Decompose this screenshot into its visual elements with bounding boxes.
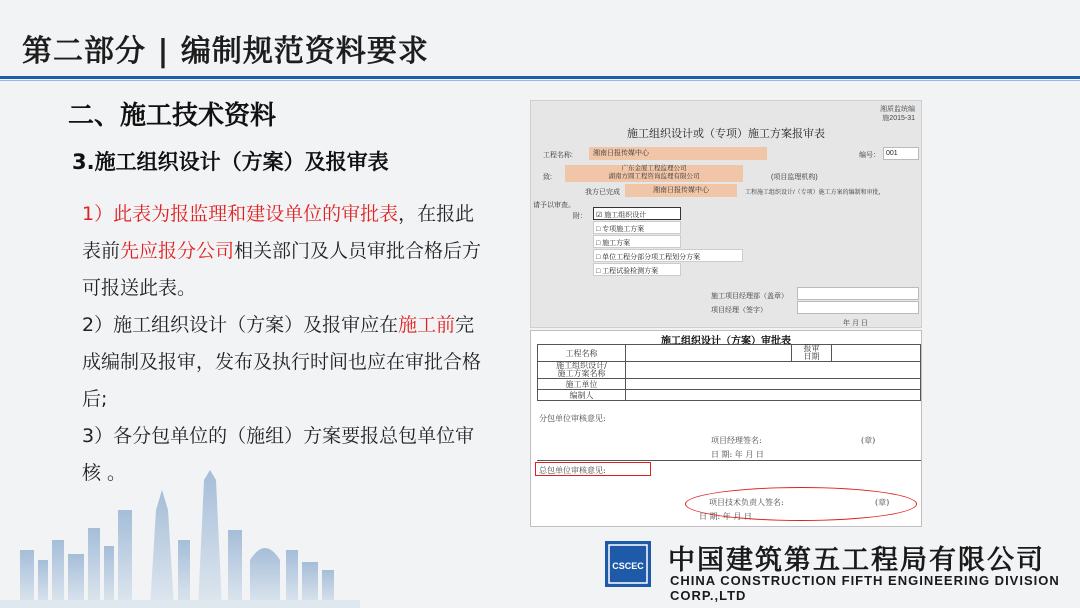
gc-opinion-label: 总包单位审核意见:	[539, 466, 606, 475]
company-name-en: CHINA CONSTRUCTION FIFTH ENGINEERING DIVISION CORP.,LTD	[670, 573, 1060, 603]
to-suffix: (项目监理机构)	[771, 174, 818, 181]
request-text: 请予以审查。	[533, 202, 575, 209]
paragraph-1	[82, 196, 482, 307]
p2-red-b: 施工前	[398, 314, 456, 336]
project-value: 湘南日报传媒中心	[589, 147, 767, 160]
form-approval-image	[530, 100, 922, 328]
date-label: 年 月 日	[843, 320, 868, 327]
p1-red-a: 1）此表为报监理和建设单位的审批表	[82, 203, 399, 225]
option-row-4: □ 单位工程分部分项工程划分方案	[593, 249, 743, 262]
date-row: 日 期: 年 月 日	[711, 450, 764, 459]
title-divider-thin	[0, 80, 1080, 81]
option-row-3: □ 施工方案	[593, 235, 681, 248]
tech-sign-oval	[685, 487, 917, 521]
pm-sign-label: 项目经理签名:	[711, 436, 762, 445]
sub-heading: 3.施工组织设计（方案）及报审表	[72, 150, 389, 174]
option-row-5: □ 工程试验检测方案	[593, 263, 681, 276]
to-value: 广东金厦工程监理公司 湖南方圆工程咨询监理有限公司	[565, 165, 743, 182]
sub-opinion-label: 分包单位审核意见:	[539, 414, 606, 423]
form-code: 湘质监统编 施2015-31	[880, 106, 915, 122]
option-row-2: □ 专项施工方案	[593, 221, 681, 234]
attach-label: 附：	[573, 213, 587, 220]
report-date-cell: 报审 日期	[792, 345, 832, 362]
to-label: 致:	[543, 174, 552, 181]
company-logo-icon	[605, 541, 651, 587]
date-row-2: 日 期: 年 月 日	[699, 512, 752, 521]
company-name-cn: 中国建筑第五工程局有限公司	[668, 545, 1045, 576]
paragraph-3: 3）各分包单位的（施组）方案要报总包单位审核 。	[82, 425, 475, 484]
title-divider	[0, 76, 1080, 79]
slide-title: 第二部分 | 编制规范资料要求	[22, 34, 429, 69]
svg-text:CSCEC: CSCEC	[612, 561, 644, 571]
p2-c: 完成编制及报审，发布及执行时间也应在审批合格后;	[82, 314, 482, 410]
city-skyline-graphic	[0, 450, 360, 608]
pm-label: 项目经理（签字）	[711, 307, 767, 314]
form-title: 施工组织设计或（专项）施工方案报审表	[627, 128, 825, 140]
plan-name-cell: 施工组织设计/ 施工方案名称	[538, 362, 626, 379]
divider-line	[537, 460, 921, 461]
p1-b: ，在报此表前	[82, 203, 475, 262]
done-value: 湘南日报传媒中心	[625, 184, 737, 197]
dept-box	[797, 287, 919, 300]
form-review-image	[530, 330, 922, 527]
p1-red-c: 先应报分公司	[120, 240, 235, 262]
p2-a: 2）施工组织设计（方案）及报审应在	[82, 314, 399, 336]
p1-d: 相关部门及人员审批合格后方可报送此表。	[82, 240, 482, 299]
paragraph-2	[82, 307, 482, 418]
option-row-1: ☑ 施工组织设计	[593, 207, 681, 220]
seal2-label: (章)	[875, 498, 890, 507]
done-label: 我方已完成	[585, 189, 620, 196]
form2-table: 工程名称 报审 日期 施工组织设计/ 施工方案名称 施工单位 编制人	[537, 344, 921, 401]
section-heading: 二、施工技术资料	[68, 101, 277, 131]
tech-sign-label: 项目技术负责人签名:	[709, 498, 784, 507]
seal-label: (章)	[861, 436, 876, 445]
form2-title: 施工组织设计（方案）审批表	[661, 336, 791, 347]
no-value: 001	[883, 147, 919, 160]
no-label: 编号：	[859, 152, 880, 159]
done-suffix: 工程施工组织设计/（专项）施工方案的编制和审批，	[745, 190, 885, 196]
dept-label: 施工项目经理部（盖章）	[711, 293, 788, 300]
project-label: 工程名称:	[543, 152, 573, 159]
pm-box	[797, 301, 919, 314]
body-text	[82, 196, 482, 492]
gc-highlight-box	[535, 462, 651, 476]
